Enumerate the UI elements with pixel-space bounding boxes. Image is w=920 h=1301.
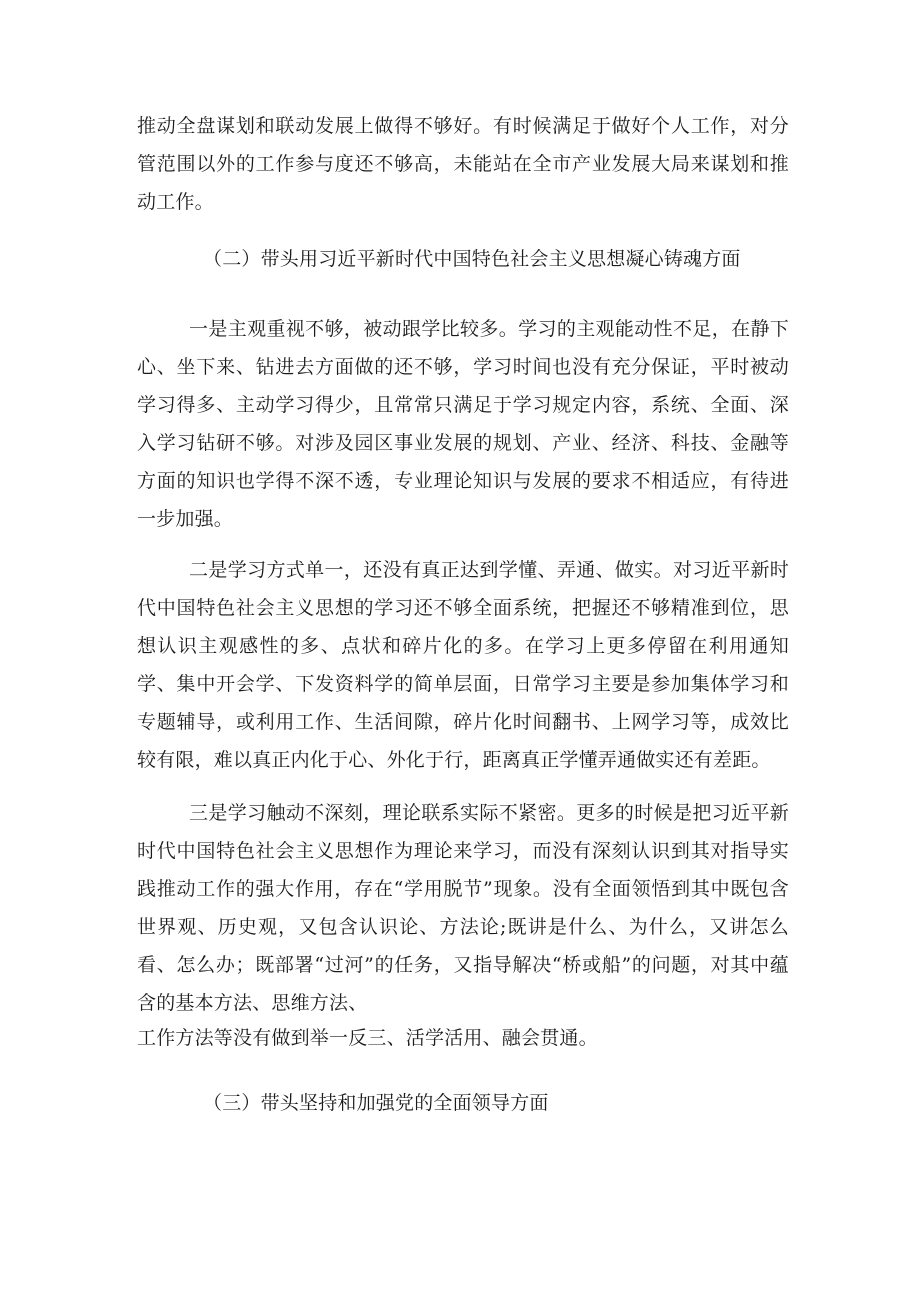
paragraph-1: 推动全盘谋划和联动发展上做得不够好。有时候满足于做好个人工作，对分管范围以外的工作参与度还不够高，未能站在全市产业发展大局来谋划和推动工作。 — [137, 115, 789, 213]
paragraph-3: 二是学习方式单一，还没有真正达到学懂、弄通、做实。对习近平新时代中国特色社会主义思想的学习还不够全面系统，把握还不够精准到位，思想认识主观感性的多、点状和碎片化的多。在学习上更多停留在利用通知学、集中开会学、下发资料学的简单层面，日常学习主要是参加集体学习和专题辅导，或利用工作、生活间隙，碎片化时间翻书、上网学习等，成效比较有限，难以真正内化于心、外化于行，距离真正学懂弄通做实还有差距。 — [137, 559, 789, 771]
paragraph-5: 工作方法等没有做到举一反三、活学活用、融会贯通。 — [137, 1027, 598, 1049]
section-heading-2: （二）带头用习近平新时代中国特色社会主义思想凝心铸魂方面 — [203, 248, 741, 270]
paragraph-4: 三是学习触动不深刻，理论联系实际不紧密。更多的时候是把习近平新时代中国特色社会主义思想作为理论来学习，而没有深刻认识到其对指导实践推动工作的强大作用，存在“学用脱节”现象。没有全面领悟到其中既包含世界观、历史观，又包含认识论、方法论;既讲是什么、为什么，又讲怎么看、怎么办；既部署“过河”的任务，又指导解决“桥或船”的问题，对其中蕴含的基本方法、思维方法、 — [137, 802, 789, 1014]
section-heading-3: （三）带头坚持和加强党的全面领导方面 — [203, 1092, 549, 1114]
paragraph-2: 一是主观重视不够，被动跟学比较多。学习的主观能动性不足，在静下心、坐下来、钻进去方面做的还不够，学习时间也没有充分保证，平时被动学习得多、主动学习得少，且常常只满足于学习规定内容，系统、全面、深入学习钻研不够。对涉及园区事业发展的规划、产业、经济、科技、金融等方面的知识也学得不深不透，专业理论知识与发展的要求不相适应，有待进一步加强。 — [137, 318, 789, 530]
